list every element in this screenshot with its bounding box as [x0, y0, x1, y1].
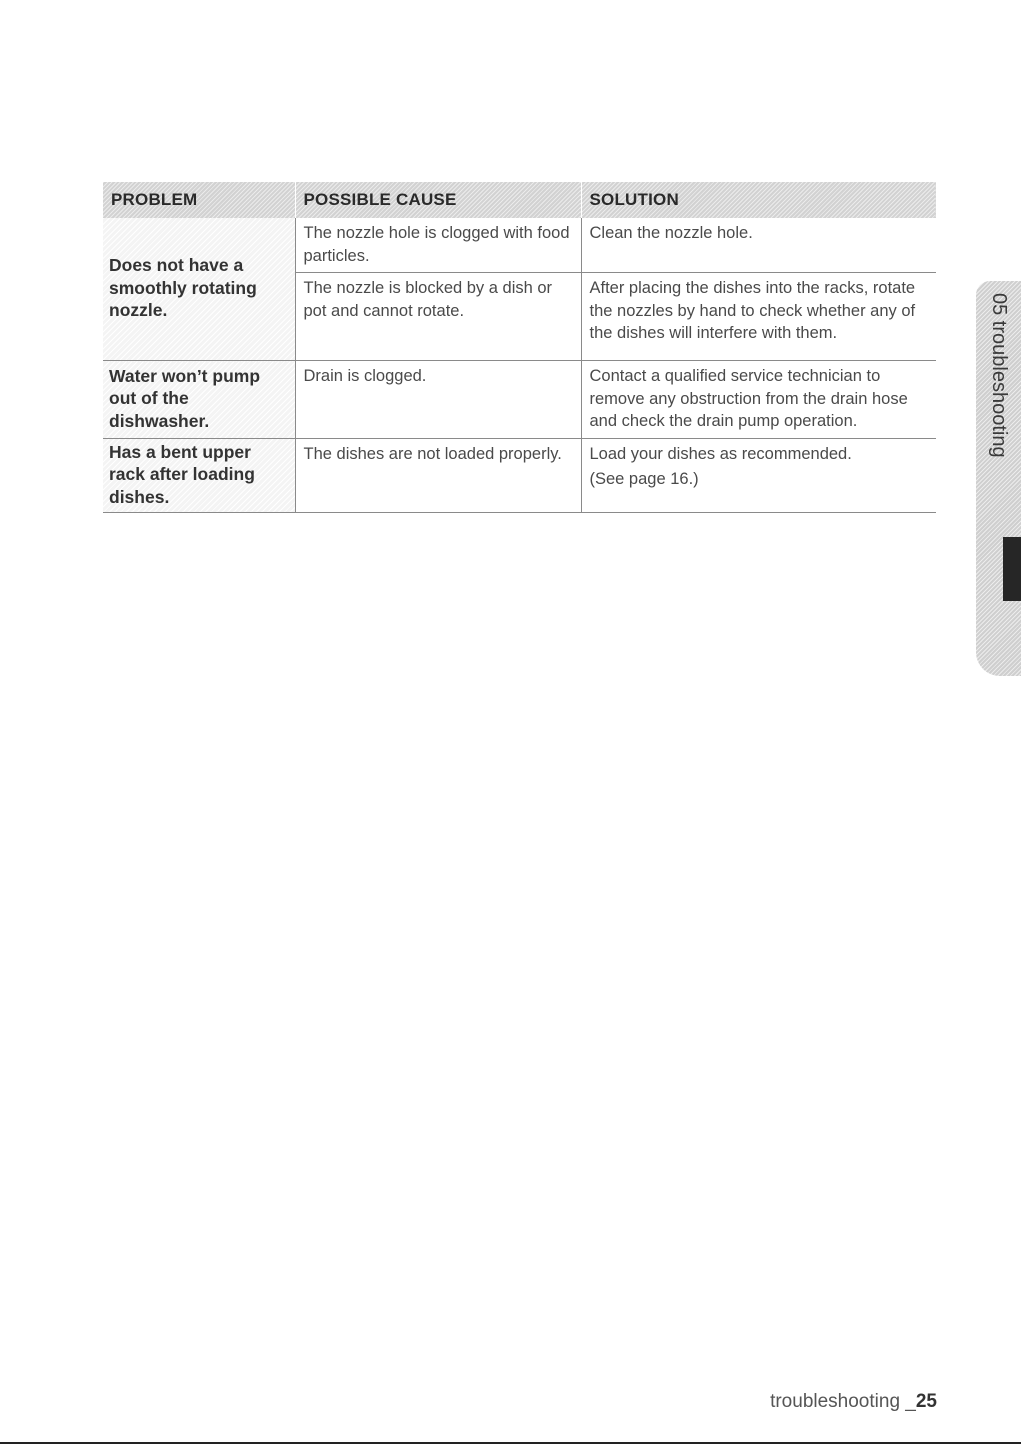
- solution-line: (See page 16.): [589, 470, 699, 488]
- header-possible-cause: POSSIBLE CAUSE: [295, 182, 581, 218]
- cause-cell: The nozzle hole is clogged with food particles.: [295, 218, 581, 273]
- footer-section-name: troubleshooting _: [770, 1391, 916, 1412]
- chapter-tab-label: 05 troubleshooting: [988, 293, 1010, 458]
- table-header-row: [103, 182, 936, 218]
- table-row: [103, 438, 936, 513]
- cause-cell: Drain is clogged.: [295, 361, 581, 439]
- table-row: [103, 361, 936, 439]
- chapter-position-marker: [1003, 537, 1021, 601]
- page-footer: [770, 1391, 937, 1413]
- solution-cell: Clean the nozzle hole.: [581, 218, 936, 273]
- problem-cell: [103, 438, 295, 513]
- problem-text: Does not have a smoothly rotating nozzle.: [109, 255, 257, 321]
- solution-line: Load your dishes as recommended.: [589, 444, 852, 463]
- solution-cell: After placing the dishes into the racks, rotate the nozzles by hand to check whether any of the dishes will interfere with them.: [581, 273, 936, 361]
- header-solution: SOLUTION: [581, 182, 936, 218]
- problem-text: Has a bent upper rack after loading dishes.: [109, 441, 255, 507]
- troubleshooting-table: [103, 182, 936, 513]
- cause-cell: The nozzle is blocked by a dish or pot and cannot rotate.: [295, 273, 581, 361]
- problem-cell: [103, 218, 295, 361]
- table-row: [103, 218, 936, 273]
- problem-text: Water won’t pump out of the dishwasher.: [109, 365, 261, 431]
- cause-cell: The dishes are not loaded properly.: [295, 438, 581, 513]
- header-problem: PROBLEM: [103, 182, 295, 218]
- solution-cell: Contact a qualified service technician to remove any obstruction from the drain hose and check the drain pump operation.: [581, 361, 936, 439]
- solution-cell: [581, 438, 936, 513]
- problem-cell: [103, 361, 295, 439]
- bottom-rule: [0, 1442, 1021, 1444]
- page-number: 25: [915, 1391, 937, 1412]
